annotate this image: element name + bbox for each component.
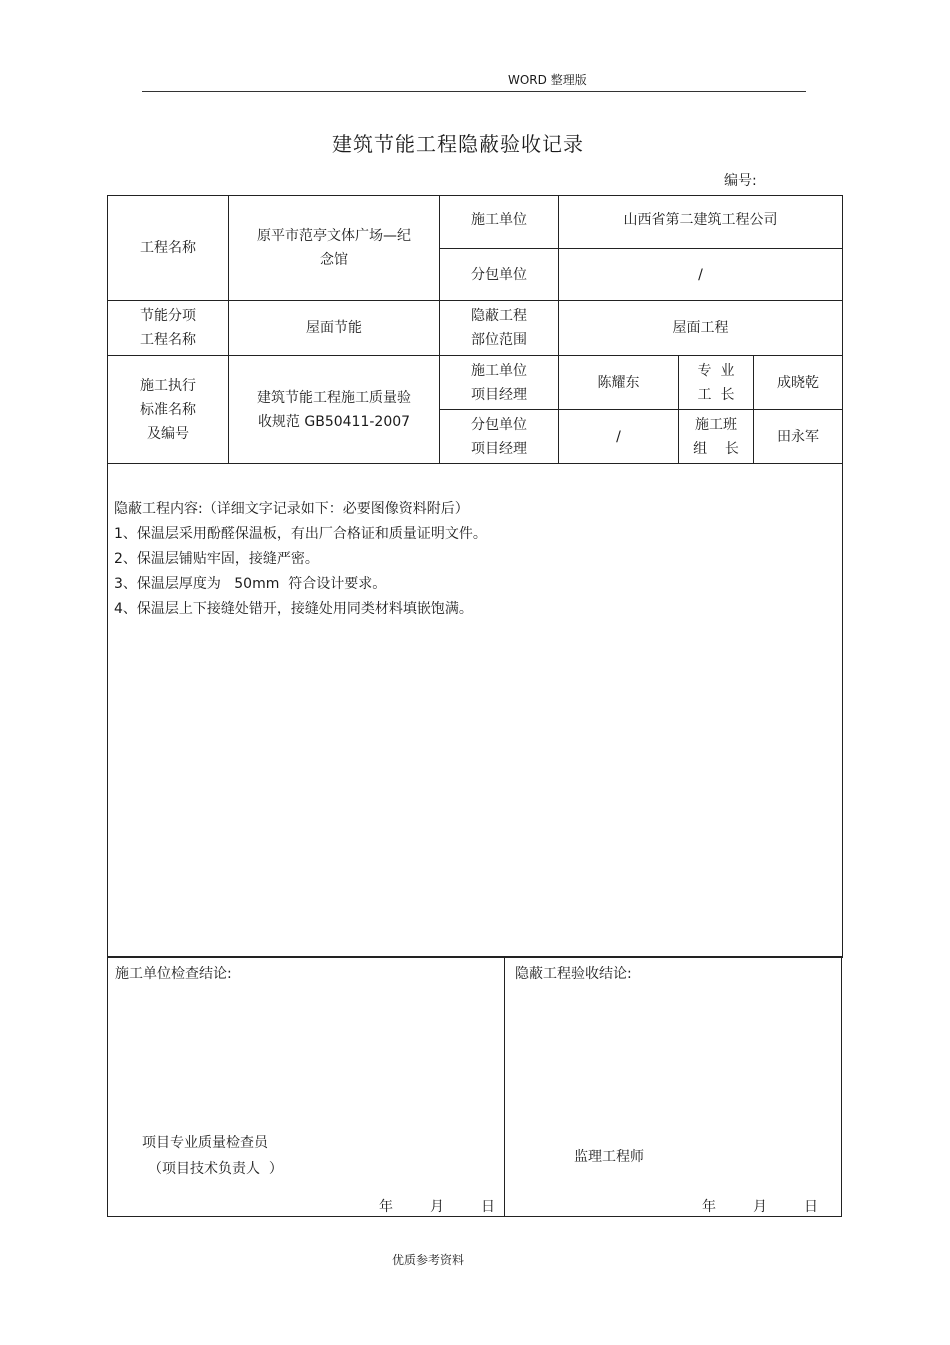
energy-item-value: 屋面节能 xyxy=(229,301,440,356)
left-month: 月 xyxy=(430,1199,444,1215)
document-title: 建筑节能工程隐蔽验收记录 xyxy=(332,132,584,156)
right-day: 日 xyxy=(804,1199,818,1215)
team-label-line-2: 组 长 xyxy=(693,440,739,457)
cu-pm-label-line-2: 项目经理 xyxy=(471,386,527,403)
standard-label-line-2: 标准名称 xyxy=(140,401,196,418)
acceptance-conclusion-title: 隐蔽工程验收结论: xyxy=(515,966,632,982)
subcontract-unit-value: / xyxy=(559,249,843,301)
standard-label xyxy=(108,356,229,464)
standard-value xyxy=(229,356,440,464)
foreman-value: 成晓乾 xyxy=(754,356,843,410)
su-pm-value: / xyxy=(559,410,679,464)
supervisor-label: 监理工程师 xyxy=(574,1149,644,1165)
project-name-value xyxy=(229,196,440,301)
energy-item-label xyxy=(108,301,229,356)
project-name-line-2: 念馆 xyxy=(320,252,348,268)
content-heading: 隐蔽工程内容:（详细文字记录如下：必要图像资料附后） xyxy=(114,501,469,517)
conclusion-section xyxy=(107,956,842,1217)
project-name-line-1: 原平市范亭文体广场—纪 xyxy=(257,228,411,244)
left-day: 日 xyxy=(481,1199,495,1215)
standard-label-line-1: 施工执行 xyxy=(140,377,196,394)
team-label xyxy=(679,410,754,464)
su-pm-label-line-1: 分包单位 xyxy=(471,416,527,433)
subcontract-unit-label: 分包单位 xyxy=(440,249,559,301)
energy-item-label-line-1: 节能分项 xyxy=(140,308,196,324)
right-year: 年 xyxy=(702,1199,716,1215)
standard-value-line-2: 收规范 GB50411-2007 xyxy=(257,413,411,430)
technical-lead-label: （项目技术负责人 ） xyxy=(148,1161,283,1177)
content-item: 4、保温层上下接缝处错开，接缝处用同类材料填嵌饱满。 xyxy=(114,601,473,617)
left-year: 年 xyxy=(379,1199,393,1215)
foreman-label xyxy=(679,356,754,410)
quality-inspector-label: 项目专业质量检查员 xyxy=(142,1135,268,1151)
hidden-scope-value: 屋面工程 xyxy=(559,301,843,356)
cu-pm-value: 陈耀东 xyxy=(559,356,679,410)
content-item: 1、保温层采用酚醛保温板，有出厂合格证和质量证明文件。 xyxy=(114,526,487,542)
standard-label-line-3: 及编号 xyxy=(147,425,189,442)
construction-unit-label: 施工单位 xyxy=(440,196,559,249)
cu-pm-label-line-1: 施工单位 xyxy=(471,362,527,379)
team-label-line-1: 施工班 xyxy=(695,416,737,433)
project-name-label: 工程名称 xyxy=(108,196,229,301)
construction-check-title: 施工单位检查结论: xyxy=(115,966,232,982)
cu-pm-label xyxy=(440,356,559,410)
standard-value-line-1: 建筑节能工程施工质量验 xyxy=(257,389,411,406)
su-pm-label xyxy=(440,410,559,464)
hidden-work-content xyxy=(114,497,487,622)
foreman-label-line-1: 专 业 xyxy=(697,362,735,379)
construction-unit-value: 山西省第二建筑工程公司 xyxy=(559,196,843,249)
team-value: 田永军 xyxy=(754,410,843,464)
number-label: 编号: xyxy=(724,173,757,189)
content-item: 3、保温层厚度为 50mm 符合设计要求。 xyxy=(114,576,387,592)
hidden-scope-label-line-2: 部位范围 xyxy=(471,332,527,348)
hidden-scope-label xyxy=(440,301,559,356)
content-item: 2、保温层铺贴牢固，接缝严密。 xyxy=(114,551,319,567)
foreman-label-line-2: 工 长 xyxy=(697,386,735,403)
page-header-text: WORD 整理版 xyxy=(508,73,587,87)
su-pm-label-line-2: 项目经理 xyxy=(471,440,527,457)
right-month: 月 xyxy=(753,1199,767,1215)
conclusion-divider xyxy=(504,957,505,1216)
hidden-scope-label-line-1: 隐蔽工程 xyxy=(471,308,527,324)
energy-item-label-line-2: 工程名称 xyxy=(140,332,196,348)
header-rule xyxy=(142,91,806,92)
page-footer-text: 优质参考资料 xyxy=(391,1253,464,1267)
